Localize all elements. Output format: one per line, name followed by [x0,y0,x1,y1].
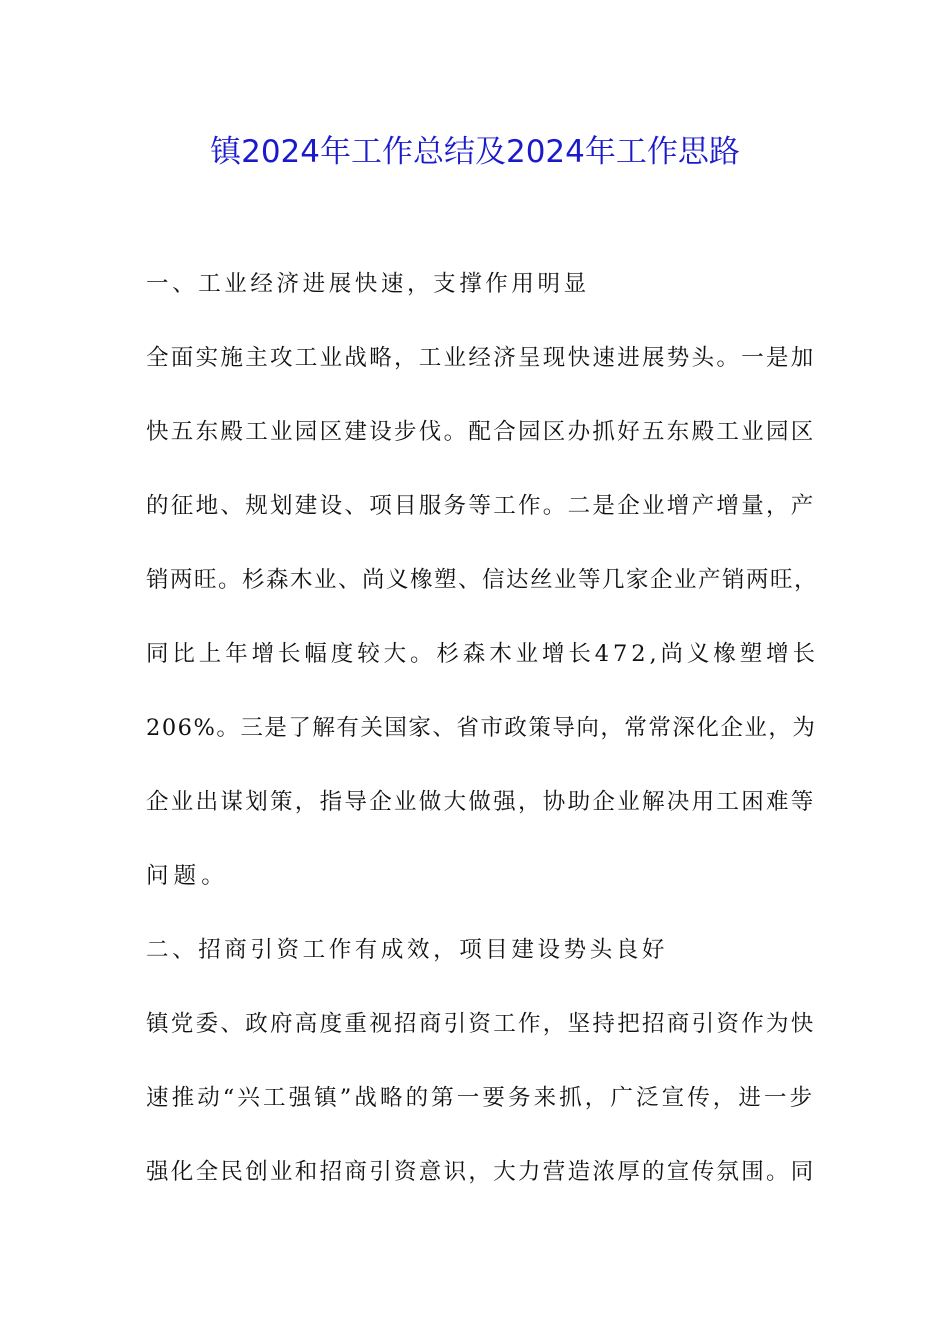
paragraph-line: 强化全民创业和招商引资意识，大力营造浓厚的宣传氛围。同 [146,1159,816,1185]
paragraph-line: 同比上年增长幅度较大。杉森木业增长472,尚义橡塑增长 [146,641,819,667]
paragraph-line: 企业出谋划策，指导企业做大做强，协助企业解决用工困难等 [146,789,816,815]
section-heading-1: 一、工业经济进展快速，支撑作用明显 [146,271,590,297]
paragraph-line: 206%。三是了解有关国家、省市政策导向，常常深化企业，为 [146,715,817,741]
paragraph-line: 速推动“兴工强镇”战略的第一要务来抓，广泛宣传，进一步 [146,1085,816,1111]
paragraph-line: 问题。 [146,863,229,889]
document-title: 镇2024年工作总结及2024年工作思路 [210,134,740,170]
paragraph-line: 的征地、规划建设、项目服务等工作。二是企业增产增量，产 [146,493,816,519]
paragraph-line: 快五东殿工业园区建设步伐。配合园区办抓好五东殿工业园区 [146,419,816,445]
section-heading-2: 二、招商引资工作有成效，项目建设势头良好 [146,937,669,963]
paragraph-line: 全面实施主攻工业战略，工业经济呈现快速进展势头。一是加 [146,345,816,371]
paragraph-line: 镇党委、政府高度重视招商引资工作，坚持把招商引资作为快 [146,1011,816,1037]
paragraph-line: 销两旺。杉森木业、尚义橡塑、信达丝业等几家企业产销两旺， [146,567,819,593]
